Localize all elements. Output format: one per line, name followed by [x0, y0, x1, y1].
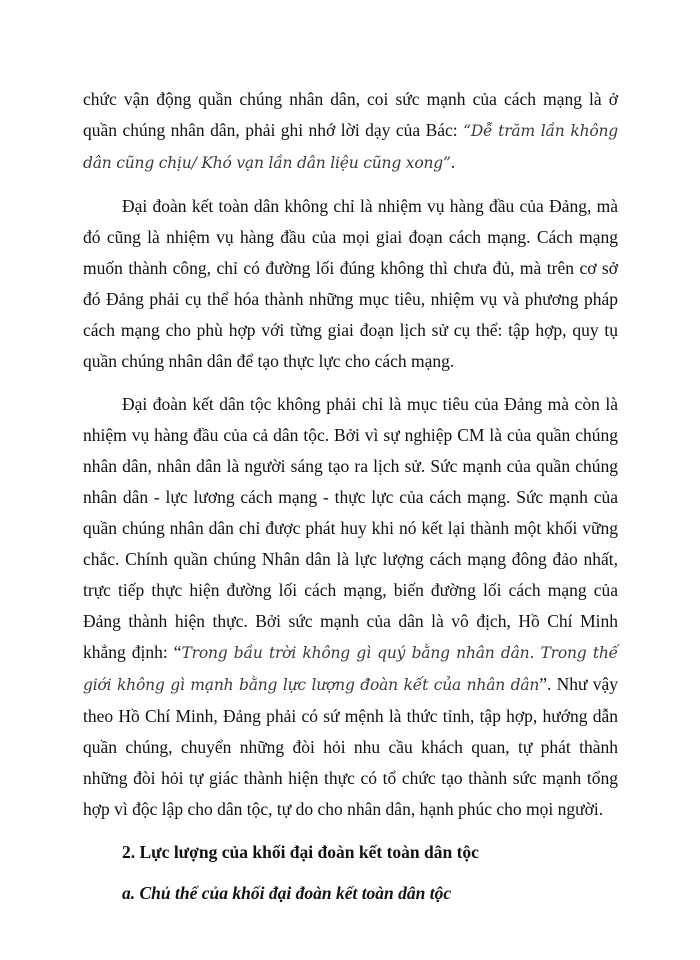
- quote-ho-chi-minh: Trong bầu trời không gì quý bằng nhân dân. Trong thế giới không gì mạnh bằng lực lượng đoàn kết của nhân dân: [83, 644, 618, 694]
- paragraph-text: Đại đoàn kết dân tộc không phải chỉ là mục tiêu của Đảng mà còn là nhiệm vụ hàng đầu của cả dân tộc. Bởi vì sự nghiệp CM là của quần chúng nhân dân, nhân dân là người sáng tạo ra lịch sử. Sức mạnh của quần chúng nhân dân - lực lương cách mạng - thực lực của cách mạng. Sức mạnh của quần chúng nhân dân chỉ được phát huy khi nó kết lại thành một khối vững chắc. Chính quần chúng Nhân dân là lực lượng cách mạng đông đảo nhất, trực tiếp thực hiện đường lối cách mạng, biến đường lối cách mạng của Đảng thành hiện thực. Bởi sức mạnh của dân là vô địch, Hồ Chí Minh khẳng định: “: [83, 394, 618, 662]
- paragraph-continuation: [83, 84, 618, 179]
- paragraph-text-end: .: [450, 152, 456, 172]
- paragraph-national-unity: [83, 389, 618, 825]
- paragraph-great-unity-task: Đại đoàn kết toàn dân không chỉ là nhiệm vụ hàng đầu của Đảng, mà đó cũng là nhiệm vụ hàng đầu của mọi giai đoạn cách mạng. Cách mạng muốn thành công, chỉ có đường lối đúng không thì chưa đủ, mà trên cơ sở đó Đảng phải cụ thể hóa thành những mục tiêu, nhiệm vụ và phương pháp cách mạng cho phù hợp với từng giai đoạn lịch sử cụ thể: tập hợp, quy tụ quần chúng nhân dân để tạo thực lực cho cách mạng.: [83, 196, 618, 371]
- section-heading: 2. Lực lượng của khối đại đoàn kết toàn dân tộc: [122, 842, 479, 862]
- paragraph-text-end: ”. Như vậy theo Hồ Chí Minh, Đảng phải có sứ mệnh là thức tỉnh, tập hợp, hướng dẫn quần chúng, chuyển những đòi hỏi nhu cầu khách quan, tự phát thành những đòi hỏi tự giác thành hiện thực có tổ chức tạo thành sức mạnh tổng hợp vì độc lập cho dân tộc, tự do cho nhân dân, hạnh phúc cho mọi người.: [83, 674, 618, 819]
- paragraph-text: chức vận động quần chúng nhân dân, coi sức mạnh của cách mạng là ở quần chúng nhân dân, phải ghi nhớ lời dạy của Bác:: [83, 89, 618, 140]
- subsection-heading: a. Chủ thể của khối đại đoàn kết toàn dân tộc: [122, 883, 452, 903]
- quote-uncle-ho: “Dễ trăm lần không dân cũng chịu/ Khó vạn lần dân liệu cũng xong”: [83, 122, 618, 172]
- document-body: [83, 84, 618, 909]
